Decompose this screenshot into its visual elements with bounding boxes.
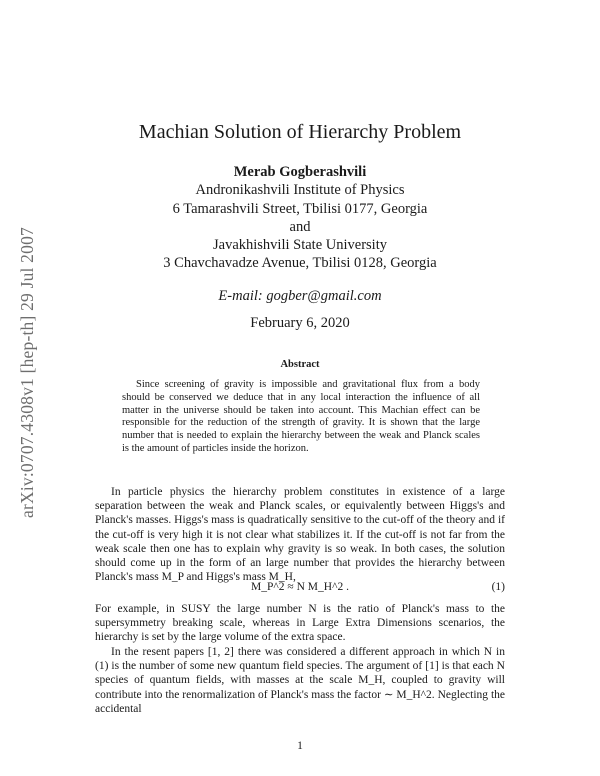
email-text: E-mail: gogber@gmail.com: [218, 288, 382, 304]
paper-date: February 6, 2020: [250, 315, 350, 331]
equation-1: [95, 581, 505, 597]
affiliation-line: 6 Tamarashvili Street, Tbilisi 0177, Georgia: [172, 201, 428, 217]
body-paragraph: In particle physics the hierarchy problem constitutes in existence of a large separation between the weak and Planck scales, or equivalently between Higgs's and Planck's masses. Higgs's mass is quadratically sensitive to the cut-off of the theory and if the cut-off is very high it is not clear what stabilizes it. If the cut-off is not far from the weak scale then one has to explain why gravity is so weak. In both cases, the solution should come up in the form of an large number that provides the hierarchy between Planck's mass M_P and Higgs's mass M_H,: [95, 486, 505, 584]
affiliation-line: 3 Chavchavadze Avenue, Tbilisi 0128, Georgia: [163, 255, 437, 271]
equation-formula: M_P^2 ≈ N M_H^2 .: [251, 581, 349, 593]
affiliation-line: and: [289, 219, 311, 235]
author-email: [0, 288, 600, 305]
author-name: Merab Gogberashvili: [233, 164, 367, 180]
page-number: 1: [297, 740, 303, 752]
abstract-heading: Abstract: [280, 359, 320, 370]
arxiv-identifier: arXiv:0707.4308v1 [hep-th] 29 Jul 2007: [16, 226, 37, 518]
affiliation-line: Andronikashvili Institute of Physics: [195, 182, 405, 198]
abstract-text: Since screening of gravity is impossible and gravitational flux from a body should be conserved we deduce that in any local interaction the influence of all matter in the universe should be taken into account. This Machian effect can be responsible for the reduction of the strength of gravity. It is shown that the large number that is needed to explain the hierarchy between the weak and Planck scales is the amount of particles inside the horizon.: [122, 379, 480, 454]
body-paragraph: In the resent papers [1, 2] there was considered a different approach in which N in (1) is the number of some new quantum field species. The argument of [1] is that each N species of quantum fields, with masses at the scale M_H, coupled to gravity will contribute into the renormalization of Planck's mass the factor ∼ M_H^2. Neglecting the accidental: [95, 646, 505, 715]
equation-number: (1): [491, 581, 505, 593]
body-paragraph: For example, in SUSY the large number N is the ratio of Planck's mass to the supersymmetry breaking scale, whereas in Large Extra Dimensions scenarios, the hierarchy is set by the large volume of the extra space.: [95, 603, 505, 644]
affiliation-line: Javakhishvili State University: [213, 237, 387, 253]
paper-title: Machian Solution of Hierarchy Problem: [138, 121, 462, 143]
